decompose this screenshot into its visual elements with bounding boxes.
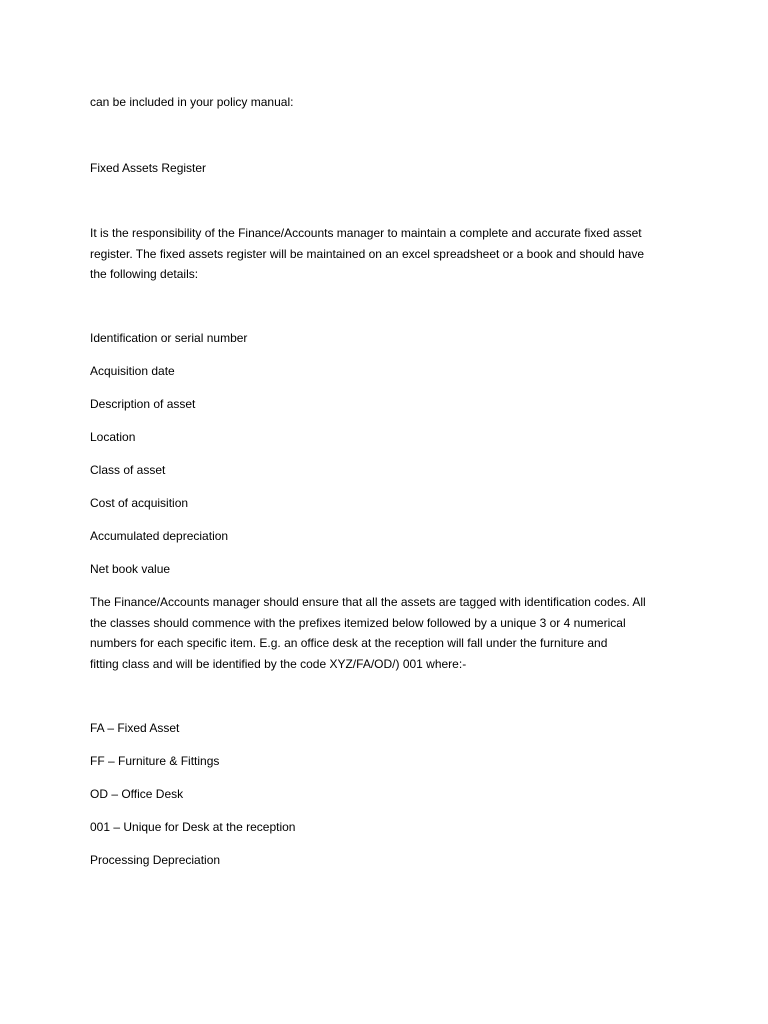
code-item: FF – Furniture & Fittings xyxy=(90,754,220,768)
paragraph-line: numbers for each specific item. E.g. an office desk at the reception will fall under the furniture and xyxy=(90,636,608,650)
next-section-heading: Processing Depreciation xyxy=(90,853,221,867)
detail-item: Cost of acquisition xyxy=(90,496,189,510)
detail-item: Description of asset xyxy=(90,397,196,411)
detail-item: Location xyxy=(90,430,136,444)
code-item: 001 – Unique for Desk at the reception xyxy=(90,820,296,834)
section-heading: Fixed Assets Register xyxy=(90,161,207,175)
paragraph-line: It is the responsibility of the Finance/Accounts manager to maintain a complete and accurate fixed asset xyxy=(90,226,642,240)
detail-item: Acquisition date xyxy=(90,364,175,378)
detail-item: Net book value xyxy=(90,562,171,576)
detail-item: Accumulated depreciation xyxy=(90,529,229,543)
paragraph-line: register. The fixed assets register will be maintained on an excel spreadsheet or a book and should have xyxy=(90,246,645,261)
paragraph-line: fitting class and will be identified by the code XYZ/FA/OD/) 001 where:- xyxy=(90,656,467,671)
intro-text: can be included in your policy manual: xyxy=(90,95,294,109)
responsibility-paragraph xyxy=(90,223,690,285)
paragraph-line: the classes should commence with the prefixes itemized below followed by a unique 3 or 4 numerical xyxy=(90,615,626,630)
detail-item: Identification or serial number xyxy=(90,331,248,345)
tagging-paragraph xyxy=(90,592,690,674)
paragraph-line: the following details: xyxy=(90,267,199,281)
code-item: FA – Fixed Asset xyxy=(90,721,180,735)
detail-item: Class of asset xyxy=(90,463,166,477)
code-item: OD – Office Desk xyxy=(90,787,184,801)
paragraph-line: The Finance/Accounts manager should ensure that all the assets are tagged with identification codes. All xyxy=(90,595,646,609)
